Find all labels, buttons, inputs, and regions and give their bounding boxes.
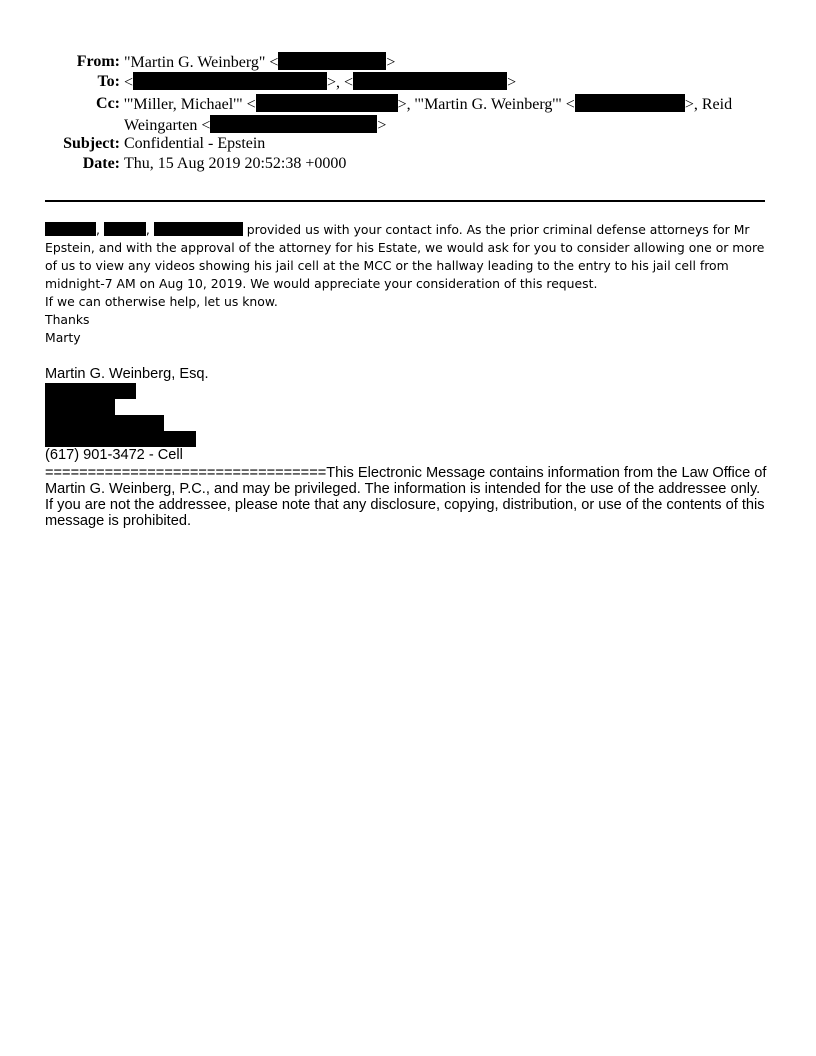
to-close: > — [507, 74, 517, 91]
cc-label: Cc: — [96, 95, 120, 112]
redaction-bar — [575, 94, 685, 112]
redaction-bar — [353, 72, 507, 90]
message-body — [45, 221, 770, 347]
redaction-bar — [104, 222, 146, 236]
signature-phone: (617) 901-3472 - Cell — [45, 447, 183, 463]
cc-value — [124, 94, 744, 136]
cc-row — [0, 94, 816, 134]
to-label: To: — [97, 73, 120, 90]
cc-weinberg: >, '"Martin G. Weinberg'" < — [397, 96, 575, 113]
signature-name: Martin G. Weinberg, Esq. — [45, 366, 209, 382]
subject-row — [0, 134, 816, 154]
to-open: < — [124, 74, 134, 91]
body-paragraph — [45, 221, 770, 293]
to-value — [124, 72, 744, 93]
redaction-bar — [45, 399, 115, 415]
cc-reid: >, Reid — [684, 96, 733, 113]
to-separator: >, < — [327, 74, 354, 91]
redaction-bar — [154, 222, 243, 236]
from-value — [124, 52, 744, 73]
from-name: "Martin G. Weinberg" < — [124, 54, 279, 71]
subject-value: Confidential - Epstein — [124, 135, 266, 152]
from-close: > — [386, 54, 396, 71]
cc-miller: '"Miller, Michael'" < — [124, 96, 256, 113]
redaction-bar — [210, 115, 377, 133]
signature — [45, 366, 770, 529]
body-line: Marty — [45, 330, 81, 345]
header-divider — [45, 200, 765, 202]
subject-label: Subject: — [63, 135, 120, 152]
redaction-bar — [133, 72, 327, 90]
cc-weingarten: Weingarten < — [124, 117, 211, 134]
body-line: Thanks — [45, 312, 90, 327]
from-row — [0, 52, 816, 72]
email-headers — [0, 52, 816, 174]
body-line: If we can otherwise help, let us know. — [45, 294, 278, 309]
redaction-bar — [45, 431, 196, 447]
redaction-bar — [45, 383, 136, 399]
cc-close: > — [377, 117, 387, 134]
date-row — [0, 154, 816, 174]
redacted-address-block — [45, 383, 770, 447]
body-comma: , — [96, 222, 100, 237]
redaction-bar — [278, 52, 386, 70]
from-label: From: — [76, 53, 120, 70]
body-request-text: provided us with your contact info. As the prior criminal defense attorneys for Mr Epstein, and with the approval of the attorney for his Estate, we would ask for you to consider allowing one or more of us to view any videos showing his jail cell at the MCC or the hallway leading to the entry to his jail cell from midnight-7 AM on Aug 10, 2019. We would appreciate your consideration of this request. — [45, 222, 765, 291]
to-row — [0, 72, 816, 94]
redaction-bar — [45, 415, 164, 431]
body-comma: , — [145, 222, 150, 237]
redaction-bar — [45, 222, 96, 236]
redaction-bar — [256, 94, 398, 112]
legal-disclaimer: =================================This Electronic Message contains information from the Law Office of Martin G. Weinberg, P.C., and may be privileged. The information is intended for the use of the addressee only. If you are not the addressee, please note that any disclosure, copying, distribution, or use of the contents of this message is prohibited. — [45, 465, 767, 529]
date-label: Date: — [82, 155, 120, 172]
date-value: Thu, 15 Aug 2019 20:52:38 +0000 — [124, 155, 347, 172]
